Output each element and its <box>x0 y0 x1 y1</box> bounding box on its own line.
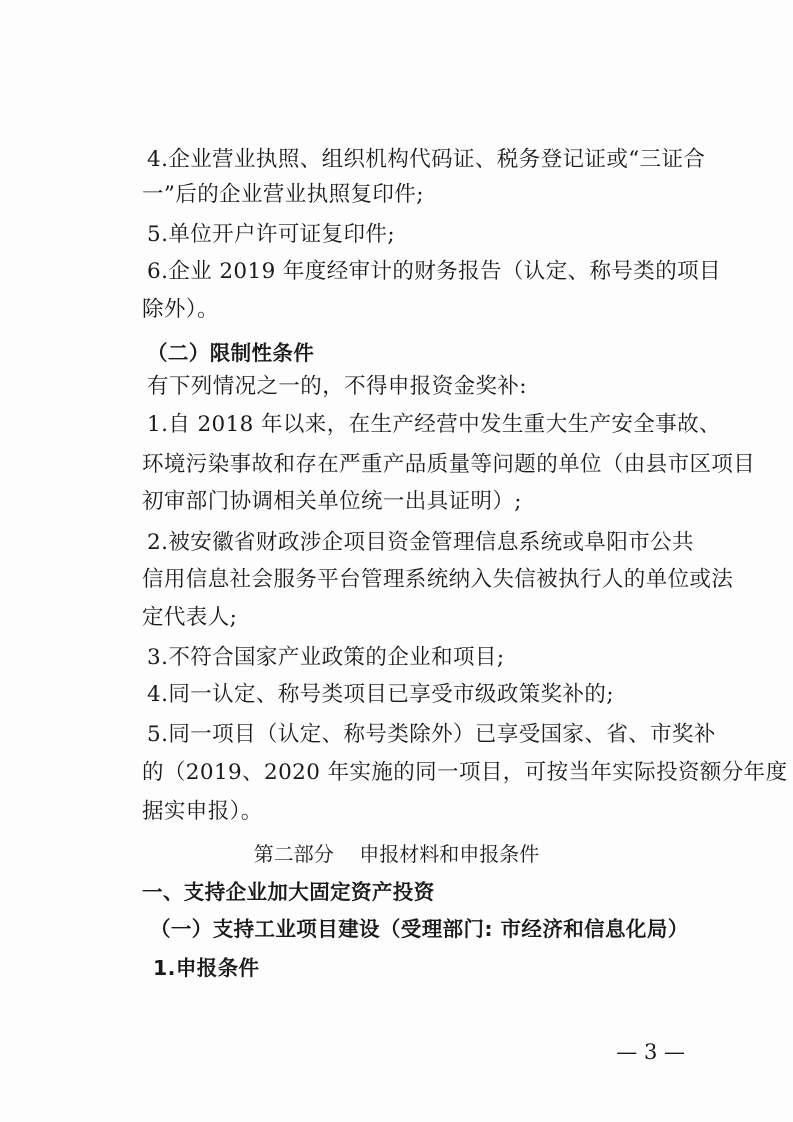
section-heading: （二）限制性条件 <box>147 341 315 365</box>
text-line: 5.单位开户许可证复印件; <box>147 222 395 247</box>
text-line: 的（2019、2020 年实施的同一项目，可按当年实际投资额分年度 <box>142 760 788 785</box>
text-line: 除外）。 <box>142 297 219 322</box>
section-heading: 一、支持企业加大固定资产投资 <box>142 880 435 904</box>
text-line: 环境污染事故和存在严重产品质量等问题的单位（由县市区项目 <box>142 452 756 477</box>
text-line: 3.不符合国家产业政策的企业和项目; <box>147 645 505 670</box>
text-line: 2.被安徽省财政涉企项目资金管理信息系统或阜阳市公共 <box>147 530 694 555</box>
subsection-heading: （一）支持工业项目建设（受理部门: 市经济和信息化局） <box>150 917 689 941</box>
text-line: 6.企业 2019 年度经审计的财务报告（认定、称号类的项目 <box>147 259 721 284</box>
text-line: 据实申报）。 <box>142 799 263 824</box>
part-title: 第二部分 申报材料和申报条件 <box>253 842 540 866</box>
text-line: 4.同一认定、称号类项目已享受市级政策奖补的; <box>147 682 614 707</box>
text-line: 一”后的企业营业执照复印件; <box>142 182 424 207</box>
item-heading: 1.申报条件 <box>153 956 260 980</box>
page-number: — 3 — <box>616 1040 685 1064</box>
text-line: 4.企业营业执照、组织机构代码证、税务登记证或“三证合 <box>147 147 706 172</box>
text-line: 初审部门协调相关单位统一出具证明）; <box>142 489 522 514</box>
text-line: 定代表人; <box>142 605 238 630</box>
text-line: 1.自 2018 年以来，在生产经营中发生重大生产安全事故、 <box>147 412 721 437</box>
text-line: 有下列情况之一的，不得申报资金奖补: <box>147 374 527 399</box>
text-line: 5.同一项目（认定、称号类除外）已享受国家、省、市奖补 <box>147 722 716 747</box>
text-line: 信用信息社会服务平台管理系统纳入失信被执行人的单位或法 <box>142 567 734 592</box>
